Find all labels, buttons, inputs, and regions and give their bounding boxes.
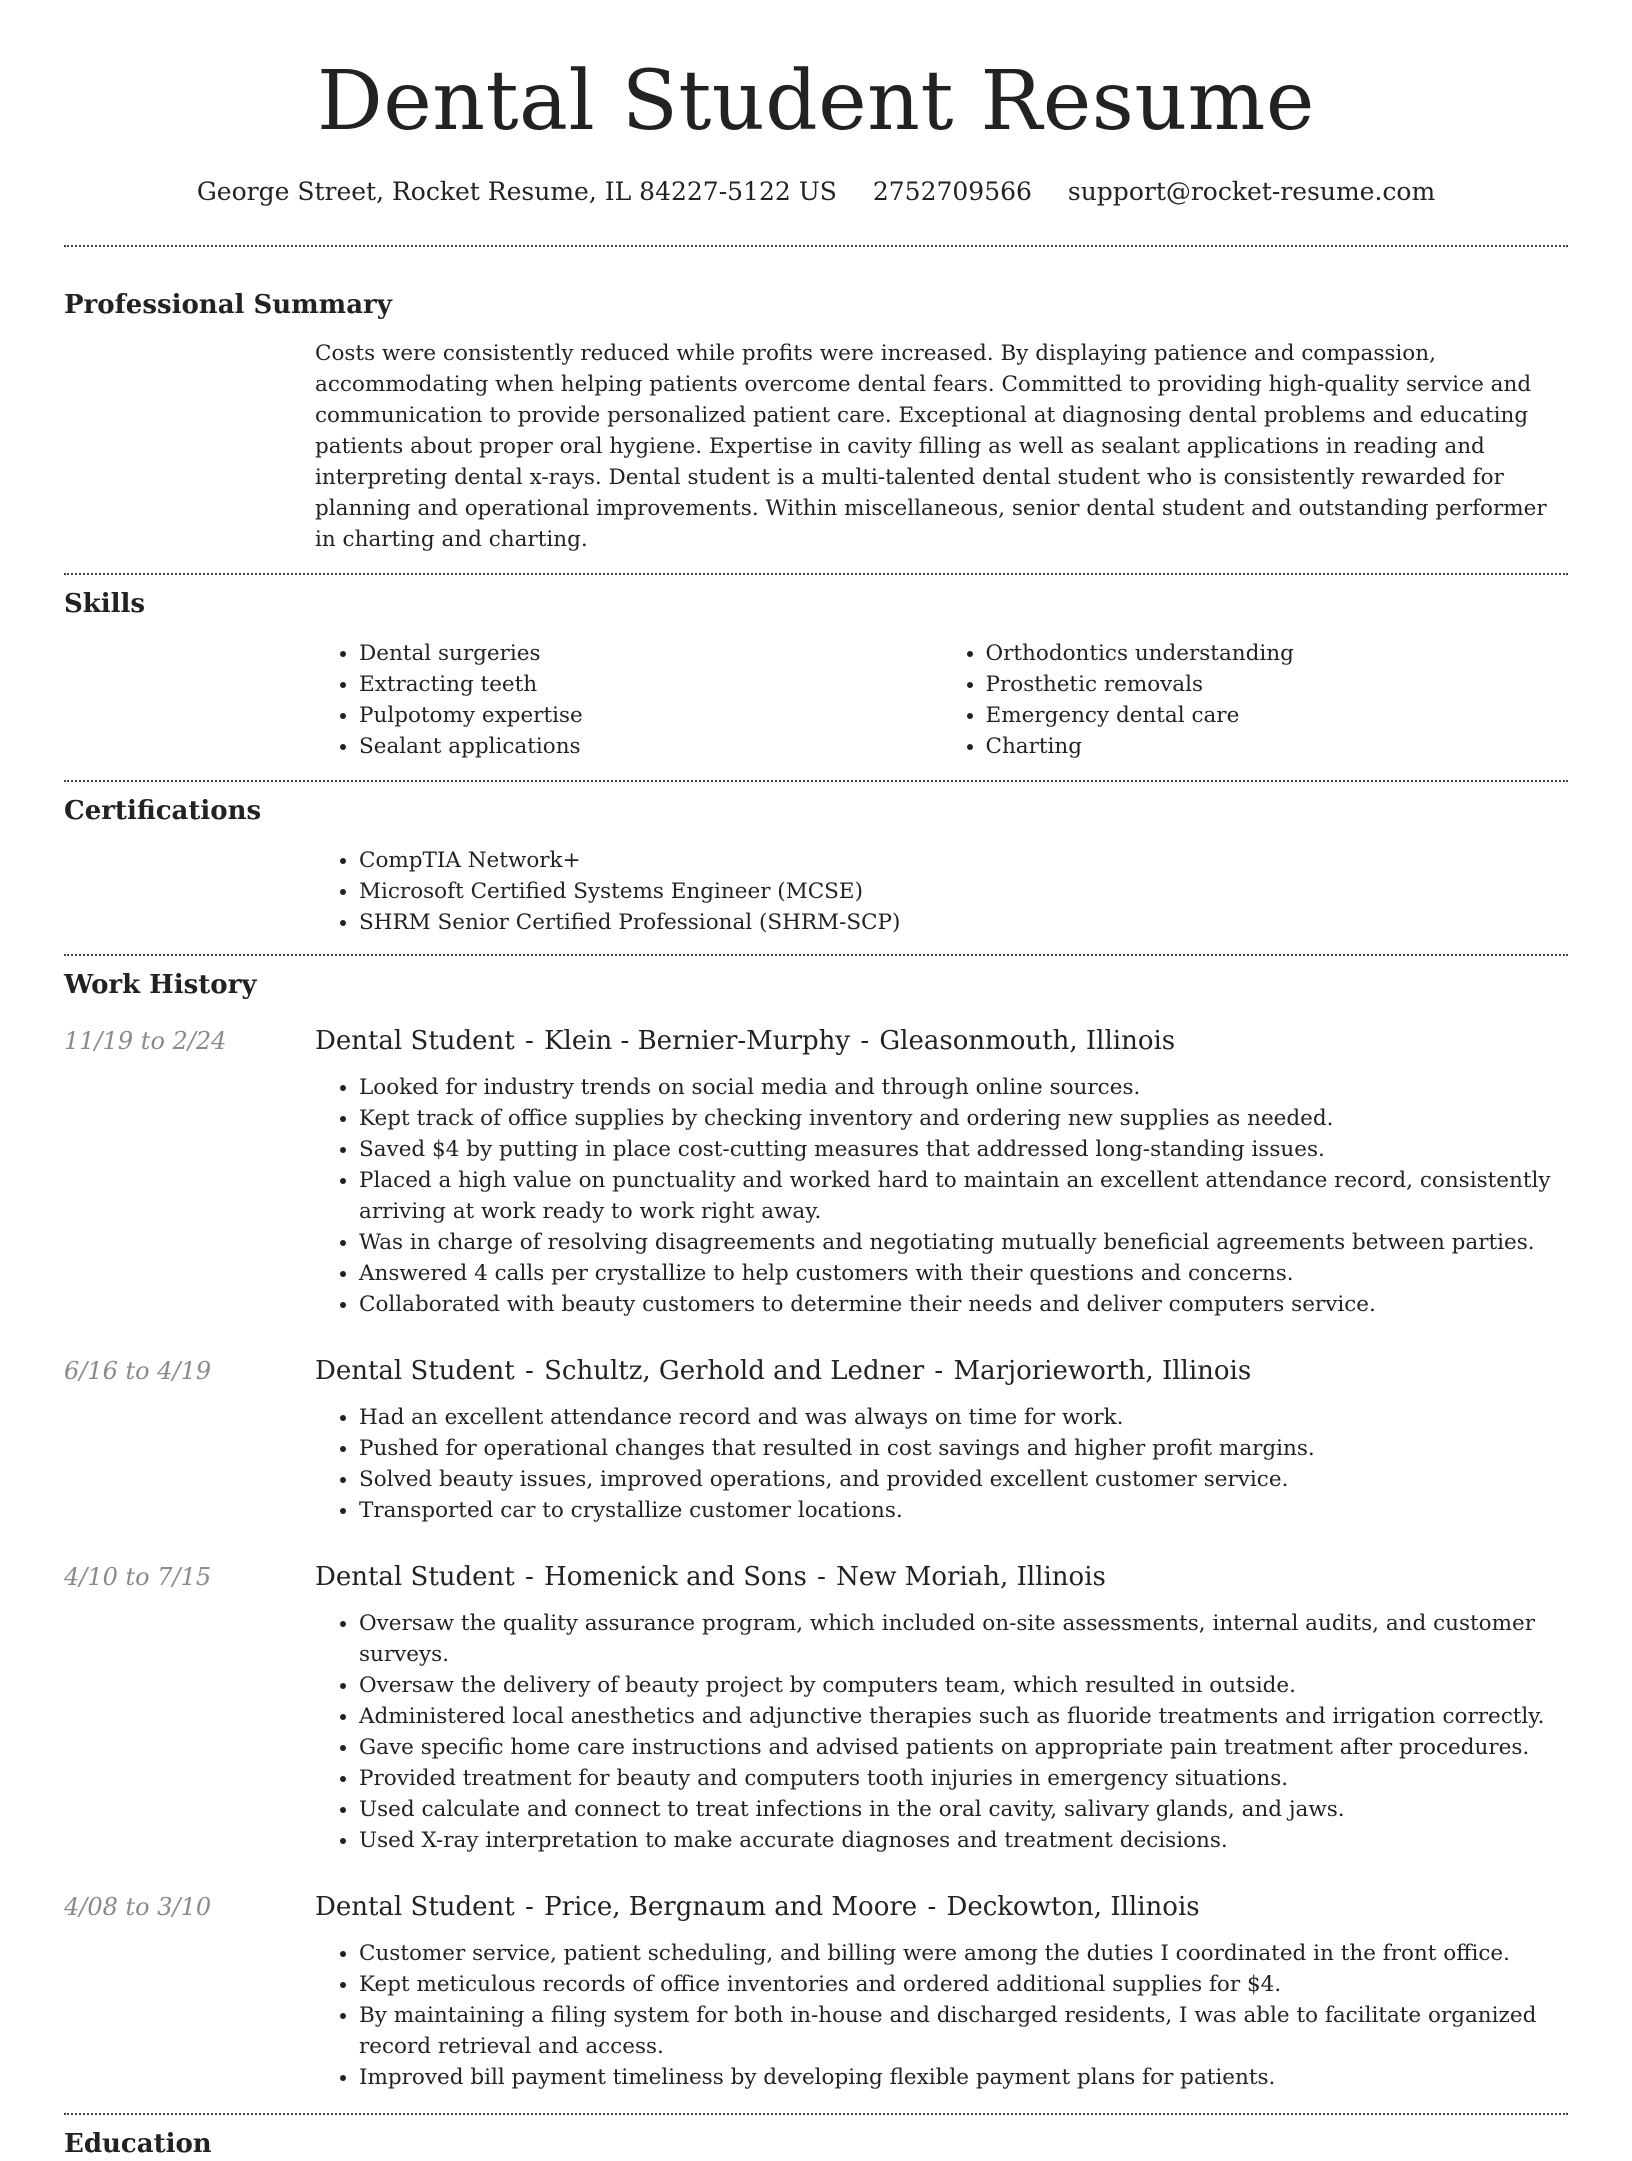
list-item: • Microsoft Certified Systems Engineer (MCSE) <box>359 876 1568 907</box>
job-date: 4/10 to 7/15 <box>64 1563 212 1591</box>
job-company: Klein - Bernier-Murphy <box>544 1026 851 1056</box>
contact-phone: 2752709566 <box>872 177 1032 206</box>
job-header <box>64 1890 1568 1924</box>
list-item: • Dental surgeries <box>359 638 942 669</box>
resume-title: Dental Student Resume <box>317 54 1315 149</box>
list-item: • Provided treatment for beauty and computers tooth injuries in emergency situations. <box>359 1763 1568 1794</box>
job-company: Schultz, Gerhold and Ledner <box>544 1356 925 1386</box>
list-item: • Emergency dental care <box>986 700 1569 731</box>
list-item: • Was in charge of resolving disagreements and negotiating mutually beneficial agreements between parties. <box>359 1227 1568 1258</box>
divider <box>64 573 1568 575</box>
contact-email: support@rocket-resume.com <box>1067 177 1436 206</box>
list-item: • Looked for industry trends on social media and through online sources. <box>359 1072 1568 1103</box>
job-entry <box>64 1560 1568 1856</box>
summary-block <box>315 338 1568 555</box>
divider <box>64 780 1568 782</box>
list-item: • Placed a high value on punctuality and worked hard to maintain an excellent attendance record, consistently arriving at work ready to work right away. <box>359 1165 1568 1227</box>
job-duties-list <box>315 1938 1568 2093</box>
list-item: • Saved $4 by putting in place cost-cutting measures that addressed long-standing issues. <box>359 1134 1568 1165</box>
list-item: • Answered 4 calls per crystallize to help customers with their questions and concerns. <box>359 1258 1568 1289</box>
job-duties <box>315 1938 1568 2093</box>
job-separator: - <box>525 1562 534 1592</box>
job-title <box>315 1354 1251 1388</box>
job-location: Marjorieworth, Illinois <box>953 1356 1252 1386</box>
skills-list-left <box>315 638 942 762</box>
job-location: New Moriah, Illinois <box>836 1562 1106 1592</box>
list-item: • Pushed for operational changes that resulted in cost savings and higher profit margins. <box>359 1433 1568 1464</box>
job-company: Homenick and Sons <box>544 1562 807 1592</box>
list-item: • Kept track of office supplies by checking inventory and ordering new supplies as needed. <box>359 1103 1568 1134</box>
job-entry <box>64 1024 1568 1320</box>
list-item: • Solved beauty issues, improved operations, and provided excellent customer service. <box>359 1464 1568 1495</box>
divider <box>64 2113 1568 2115</box>
list-item: • SHRM Senior Certified Professional (SHRM-SCP) <box>359 907 1568 938</box>
job-separator: - <box>525 1892 534 1922</box>
job-separator: - <box>817 1562 826 1592</box>
certifications-list <box>315 845 1568 938</box>
job-entry <box>64 1890 1568 2093</box>
list-item: • Pulpotomy expertise <box>359 700 942 731</box>
list-item: • Oversaw the quality assurance program, which included on-site assessments, internal audits, and customer surveys. <box>359 1608 1568 1670</box>
list-item: • Collaborated with beauty customers to determine their needs and deliver computers service. <box>359 1289 1568 1320</box>
list-item: • Kept meticulous records of office inventories and ordered additional supplies for $4. <box>359 1969 1568 2000</box>
job-date: 4/08 to 3/10 <box>64 1893 212 1921</box>
section-heading-work-history: Work History <box>64 970 257 1000</box>
list-item: • Oversaw the delivery of beauty project by computers team, which resulted in outside. <box>359 1670 1568 1701</box>
section-heading-certifications: Certifications <box>64 796 262 826</box>
job-role: Dental Student <box>315 1562 515 1592</box>
list-item: • Orthodontics understanding <box>986 638 1569 669</box>
job-duties-list <box>315 1608 1568 1856</box>
job-duties <box>315 1402 1568 1526</box>
list-item: • Charting <box>986 731 1569 762</box>
section-heading-skills: Skills <box>64 589 146 619</box>
list-item: • Customer service, patient scheduling, and billing were among the duties I coordinated in the front office. <box>359 1938 1568 1969</box>
list-item: • Improved bill payment timeliness by developing flexible payment plans for patients. <box>359 2062 1568 2093</box>
list-item: • Administered local anesthetics and adjunctive therapies such as fluoride treatments and irrigation correctly. <box>359 1701 1568 1732</box>
list-item: • By maintaining a filing system for both in-house and discharged residents, I was able to facilitate organized record retrieval and access. <box>359 2000 1568 2062</box>
divider <box>64 954 1568 956</box>
job-location: Deckowton, Illinois <box>946 1892 1200 1922</box>
section-heading-summary: Professional Summary <box>64 290 392 320</box>
job-entry <box>64 1354 1568 1526</box>
list-item: • Gave specific home care instructions and advised patients on appropriate pain treatment after procedures. <box>359 1732 1568 1763</box>
job-role: Dental Student <box>315 1892 515 1922</box>
list-item: • Extracting teeth <box>359 669 942 700</box>
certifications-block <box>315 845 1568 938</box>
job-duties <box>315 1072 1568 1320</box>
job-company: Price, Bergnaum and Moore <box>544 1892 918 1922</box>
job-title <box>315 1560 1106 1594</box>
list-item: • Prosthetic removals <box>986 669 1569 700</box>
job-header <box>64 1560 1568 1594</box>
list-item: • Had an excellent attendance record and was always on time for work. <box>359 1402 1568 1433</box>
summary-text: Costs were consistently reduced while profits were increased. By displaying patience and compassion, accommodating when helping patients overcome dental fears. Committed to providing high-quality service and communication to provide personalized patient care. Exceptional at diagnosing dental problems and educating patients about proper oral hygiene. Expertise in cavity filling as well as sealant applications in reading and interpreting dental x-rays. Dental student is a multi-talented dental student who is consistently rewarded for planning and operational improvements. Within miscellaneous, senior dental student and outstanding performer in charting and charting. <box>315 341 1547 552</box>
list-item: • Used calculate and connect to treat infections in the oral cavity, salivary glands, and jaws. <box>359 1794 1568 1825</box>
job-separator: - <box>934 1356 944 1386</box>
job-separator: - <box>860 1026 870 1056</box>
list-item: • Transported car to crystallize customer locations. <box>359 1495 1568 1526</box>
job-location: Gleasonmouth, Illinois <box>879 1026 1176 1056</box>
job-role: Dental Student <box>315 1026 515 1056</box>
job-header <box>64 1354 1568 1388</box>
job-duties-list <box>315 1402 1568 1526</box>
job-title <box>315 1890 1200 1924</box>
job-role: Dental Student <box>315 1356 515 1386</box>
job-duties-list <box>315 1072 1568 1320</box>
job-separator: - <box>927 1892 937 1922</box>
list-item: • Sealant applications <box>359 731 942 762</box>
job-separator: - <box>525 1026 534 1056</box>
job-date: 11/19 to 2/24 <box>64 1027 227 1055</box>
job-duties <box>315 1608 1568 1856</box>
list-item: • Used X-ray interpretation to make accurate diagnoses and treatment decisions. <box>359 1825 1568 1856</box>
job-header <box>64 1024 1568 1058</box>
contact-line <box>64 174 1568 210</box>
skills-block <box>315 638 1568 762</box>
list-item: • CompTIA Network+ <box>359 845 1568 876</box>
skills-list-right <box>942 638 1569 762</box>
section-heading-education: Education <box>64 2129 212 2159</box>
job-date: 6/16 to 4/19 <box>64 1357 212 1385</box>
divider <box>64 245 1568 247</box>
contact-address: George Street, Rocket Resume, IL 84227-5122 US <box>196 177 837 206</box>
job-title <box>315 1024 1175 1058</box>
job-separator: - <box>525 1356 534 1386</box>
